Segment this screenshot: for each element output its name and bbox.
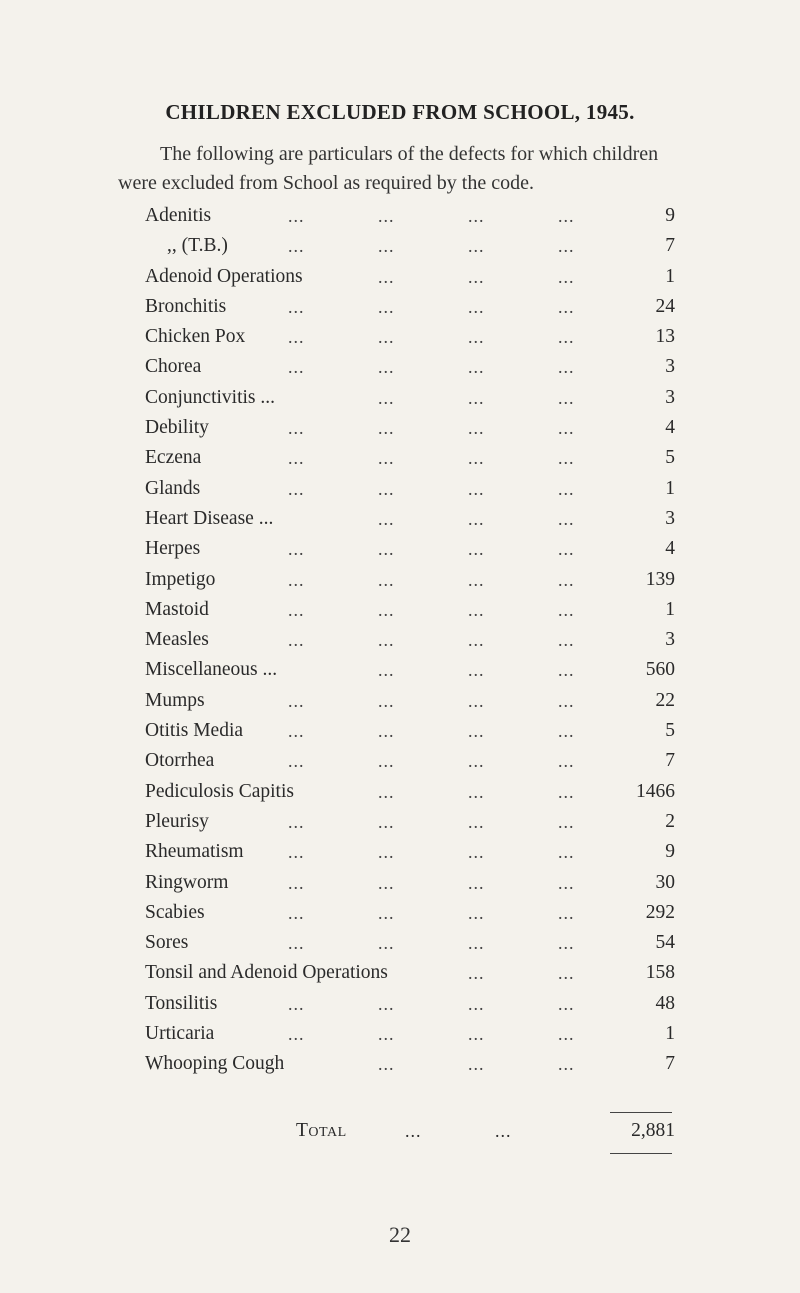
dot-leader: ... [468,387,485,408]
dot-leader: ... [468,448,485,469]
row-value: 7 [665,235,675,257]
table-row [145,262,675,292]
table-row [145,868,675,898]
table-row [145,655,675,685]
row-label: Adenoid Operations [145,265,303,287]
dot-leader: ... [468,872,485,893]
row-label: Otorrhea [145,750,215,772]
row-label: Glands [145,477,201,499]
row-label: ,, (T.B.) [167,235,228,257]
dot-leader: ... [468,266,485,287]
dot-leader: ... [558,963,575,984]
row-label: Heart Disease ... [145,507,274,529]
row-value: 2 [665,810,675,832]
dot-leader: ... [378,508,395,529]
dot-leader: ... [468,630,485,651]
row-value: 30 [655,871,675,893]
row-value: 24 [655,295,675,317]
dot-leader: ... [468,1024,485,1045]
dot-leader: ... [288,721,305,742]
dot-leader: ... [468,206,485,226]
dot-leader: ... [288,751,305,772]
dot-leader: ... [558,387,575,408]
dot-leader: ... [288,811,305,832]
dot-leader: ... [378,842,395,863]
dot-leader: ... [378,236,395,257]
dot-leader: ... [288,842,305,863]
dot-leader: ... [558,327,575,348]
dot-leader: ... [378,690,395,711]
row-value: 139 [645,568,675,590]
total-dots-2: ... [495,1121,512,1141]
dot-leader: ... [288,478,305,499]
dot-leader: ... [288,599,305,620]
dot-leader: ... [558,660,575,681]
dot-leader: ... [378,993,395,1014]
table-row [145,322,675,352]
dot-leader: ... [378,387,395,408]
dot-leader: ... [288,569,305,590]
dot-leader: ... [558,1054,575,1075]
dot-leader: ... [558,811,575,832]
dot-leader: ... [378,357,395,378]
table-row [145,383,675,413]
table-row [145,716,675,746]
row-label: Mumps [145,689,205,711]
dot-leader: ... [288,296,305,317]
dot-leader: ... [288,206,305,226]
dot-leader: ... [558,539,575,560]
dot-leader: ... [468,993,485,1014]
row-label: Pediculosis Capitis [145,780,294,802]
dot-leader: ... [468,599,485,620]
table-row [145,898,675,928]
dot-leader: ... [378,448,395,469]
dot-leader: ... [558,690,575,711]
table-row [145,989,675,1019]
row-label: Impetigo [145,568,216,590]
dot-leader: ... [378,872,395,893]
dot-leader: ... [468,327,485,348]
dot-leader: ... [558,266,575,287]
row-value: 292 [645,901,675,923]
row-value: 1 [665,1023,675,1045]
dot-leader: ... [288,872,305,893]
dot-leader: ... [468,296,485,317]
dot-leader: ... [288,630,305,651]
dot-leader: ... [288,327,305,348]
row-label: Eczena [145,447,202,469]
row-label: Rheumatism [145,841,244,863]
dot-leader: ... [468,569,485,590]
intro-paragraph [118,140,758,198]
row-value: 48 [655,992,675,1014]
dot-leader: ... [378,630,395,651]
dot-leader: ... [378,569,395,590]
dot-leader: ... [468,781,485,802]
dot-leader: ... [558,902,575,923]
row-label: Bronchitis [145,295,227,317]
row-label: Mastoid [145,598,209,620]
dot-leader: ... [288,902,305,923]
total-value: 2,881 [631,1120,675,1141]
dot-leader: ... [468,660,485,681]
dot-leader: ... [468,842,485,863]
row-value: 3 [665,629,675,651]
row-value: 54 [655,932,675,954]
row-label: Otitis Media [145,720,244,742]
dot-leader: ... [378,751,395,772]
dot-leader: ... [468,811,485,832]
row-value: 13 [655,326,675,348]
dot-leader: ... [378,902,395,923]
table-row [145,777,675,807]
row-label: Sores [145,932,189,954]
dot-leader: ... [558,781,575,802]
dot-leader: ... [468,418,485,439]
dot-leader: ... [288,539,305,560]
row-value: 4 [665,417,675,439]
table-row [145,686,675,716]
dot-leader: ... [558,721,575,742]
dot-leader: ... [288,993,305,1014]
table-row [145,807,675,837]
table-row [145,504,675,534]
row-value: 1 [665,477,675,499]
total-label: Total [296,1120,347,1141]
dot-leader: ... [558,630,575,651]
dot-leader: ... [558,448,575,469]
dot-leader: ... [558,872,575,893]
dot-leader: ... [378,933,395,954]
table-row [145,352,675,382]
dot-leader: ... [558,1024,575,1045]
dot-leader: ... [558,296,575,317]
dot-leader: ... [378,266,395,287]
dot-leader: ... [558,933,575,954]
dot-leader: ... [468,236,485,257]
dot-leader: ... [558,357,575,378]
dot-leader: ... [288,236,305,257]
row-value: 3 [665,386,675,408]
dot-leader: ... [378,418,395,439]
total-row [145,1116,675,1146]
dot-leader: ... [468,508,485,529]
dot-leader: ... [558,569,575,590]
table-row [145,443,675,473]
row-value: 7 [665,750,675,772]
row-label: Chorea [145,356,202,378]
dot-leader: ... [468,933,485,954]
table-row [145,474,675,504]
row-label: Pleurisy [145,810,209,832]
table-row [145,625,675,655]
row-value: 1 [665,598,675,620]
dot-leader: ... [468,478,485,499]
row-label: Conjunctivitis ... [145,386,276,408]
row-label: Scabies [145,901,205,923]
dot-leader: ... [468,721,485,742]
dot-leader: ... [558,842,575,863]
row-value: 1 [665,265,675,287]
page-title: CHILDREN EXCLUDED FROM SCHOOL, 1945. [165,100,635,124]
row-value: 9 [665,841,675,863]
dot-leader: ... [558,206,575,226]
page-number: 22 [389,1222,411,1247]
dot-leader: ... [468,357,485,378]
dot-leader: ... [468,902,485,923]
dot-leader: ... [288,357,305,378]
dot-leader: ... [378,539,395,560]
row-label: Tonsilitis [145,992,218,1014]
dot-leader: ... [378,206,395,226]
row-label: Tonsil and Adenoid Operations [145,962,388,984]
dot-leader: ... [288,933,305,954]
dot-leader: ... [558,599,575,620]
defects-table [145,201,675,1080]
table-row [145,746,675,776]
table-row [145,595,675,625]
dot-leader: ... [288,448,305,469]
table-row [145,201,675,231]
row-value: 1466 [636,780,675,802]
row-label: Chicken Pox [145,326,246,348]
dot-leader: ... [378,1054,395,1075]
row-value: 5 [665,447,675,469]
dot-leader: ... [468,1054,485,1075]
row-value: 5 [665,720,675,742]
row-label: Herpes [145,538,201,560]
table-row [145,928,675,958]
intro-line-1: The following are particulars of the defects for which children [160,143,659,165]
total-rule-bottom [610,1153,672,1154]
table-row [145,413,675,443]
row-value: 560 [645,659,675,681]
dot-leader: ... [378,1024,395,1045]
row-label: Debility [145,417,209,439]
row-label: Ringworm [145,871,229,893]
dot-leader: ... [378,811,395,832]
row-label: Miscellaneous ... [145,659,278,681]
dot-leader: ... [288,1024,305,1045]
table-row [145,1049,675,1079]
table-row [145,1019,675,1049]
row-value: 22 [655,689,675,711]
table-row [145,231,675,261]
dot-leader: ... [288,690,305,711]
table-row [145,837,675,867]
row-label: Urticaria [145,1023,215,1045]
row-value: 7 [665,1053,675,1075]
table-row [145,958,675,988]
dot-leader: ... [558,236,575,257]
dot-leader: ... [468,539,485,560]
table-row [145,565,675,595]
dot-leader: ... [378,781,395,802]
dot-leader: ... [378,478,395,499]
dot-leader: ... [558,508,575,529]
dot-leader: ... [378,721,395,742]
dot-leader: ... [558,751,575,772]
dot-leader: ... [468,963,485,984]
dot-leader: ... [468,690,485,711]
row-value: 4 [665,538,675,560]
table-row [145,534,675,564]
dot-leader: ... [378,327,395,348]
row-value: 9 [665,205,675,226]
table-row [145,292,675,322]
dot-leader: ... [378,599,395,620]
row-value: 3 [665,507,675,529]
dot-leader: ... [378,296,395,317]
row-label: Measles [145,629,209,651]
dot-leader: ... [558,993,575,1014]
dot-leader: ... [558,418,575,439]
row-value: 3 [665,356,675,378]
dot-leader: ... [468,751,485,772]
total-dots-1: ... [405,1121,422,1141]
row-label: Adenitis [145,205,212,226]
intro-line-2: were excluded from School as required by the code. [118,172,534,194]
dot-leader: ... [558,478,575,499]
total-rule-top [610,1112,672,1113]
row-value: 158 [645,962,675,984]
dot-leader: ... [288,418,305,439]
row-label: Whooping Cough [145,1053,285,1075]
dot-leader: ... [378,660,395,681]
